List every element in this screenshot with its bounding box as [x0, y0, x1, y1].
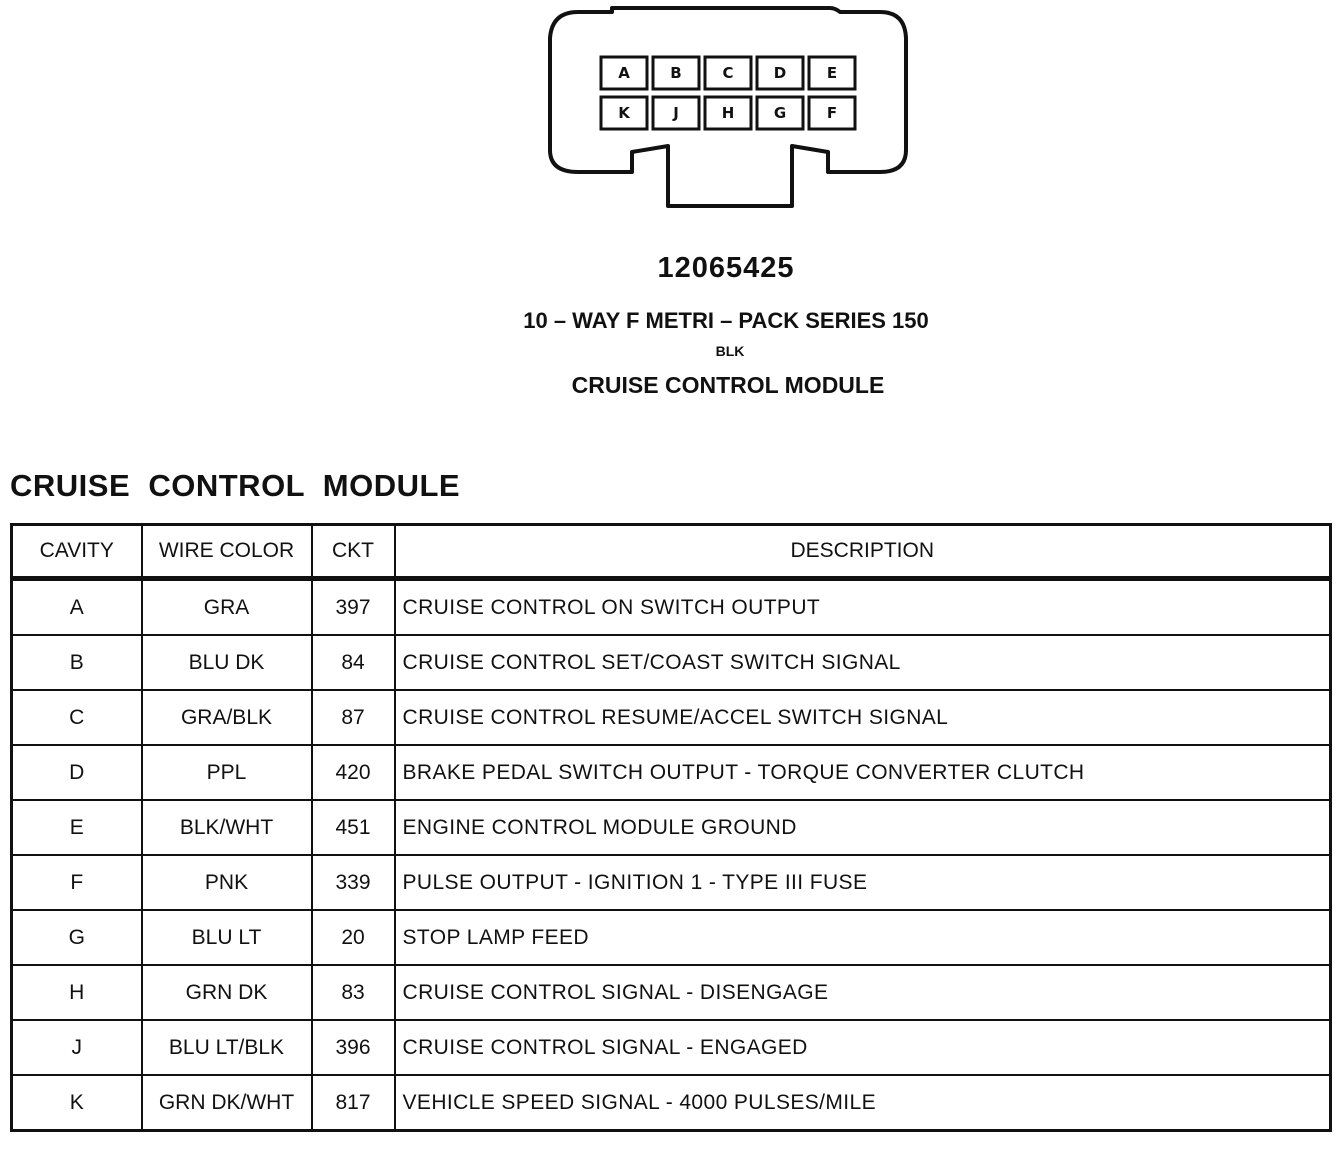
cell-description: BRAKE PEDAL SWITCH OUTPUT - TORQUE CONVERTER CLUTCH — [395, 745, 1331, 800]
cell-description: PULSE OUTPUT - IGNITION 1 - TYPE III FUSE — [395, 855, 1331, 910]
table-row — [12, 965, 1331, 1020]
table-row — [12, 1075, 1331, 1131]
connector-color: BLK — [715, 343, 745, 359]
pin-label: B — [670, 64, 682, 82]
cell-cavity: H — [12, 965, 142, 1020]
cell-cavity: J — [12, 1020, 142, 1075]
cell-wire-color: BLU LT/BLK — [142, 1020, 312, 1075]
cell-ckt: 87 — [312, 690, 395, 745]
pin-label: D — [773, 64, 787, 82]
cell-ckt: 817 — [312, 1075, 395, 1131]
pin-label: K — [618, 104, 630, 122]
pinout-table-body — [12, 579, 1331, 1131]
table-row — [12, 690, 1331, 745]
cell-cavity: B — [12, 635, 142, 690]
cell-wire-color: BLU DK — [142, 635, 312, 690]
cell-ckt: 451 — [312, 800, 395, 855]
table-row — [12, 855, 1331, 910]
pin-label: F — [826, 104, 838, 122]
cell-description: CRUISE CONTROL RESUME/ACCEL SWITCH SIGNAL — [395, 690, 1331, 745]
table-header-row — [12, 525, 1331, 579]
cell-ckt: 20 — [312, 910, 395, 965]
cell-wire-color: BLK/WHT — [142, 800, 312, 855]
cell-ckt: 84 — [312, 635, 395, 690]
cell-cavity: C — [12, 690, 142, 745]
cell-description: STOP LAMP FEED — [395, 910, 1331, 965]
cell-ckt: 339 — [312, 855, 395, 910]
cell-wire-color: BLU LT — [142, 910, 312, 965]
header-description: DESCRIPTION — [395, 525, 1331, 579]
cell-wire-color: GRA — [142, 579, 312, 636]
connector-face-diagram — [540, 0, 920, 220]
connector-module-name: CRUISE CONTROL MODULE — [571, 372, 885, 398]
cell-ckt: 396 — [312, 1020, 395, 1075]
cell-cavity: A — [12, 579, 142, 636]
pin-label: C — [722, 64, 734, 82]
cell-cavity: F — [12, 855, 142, 910]
pin-label: A — [618, 64, 630, 82]
header-wire-color: WIRE COLOR — [142, 525, 312, 579]
cell-cavity: E — [12, 800, 142, 855]
cell-cavity: K — [12, 1075, 142, 1131]
cell-ckt: 83 — [312, 965, 395, 1020]
pin-label: E — [826, 64, 838, 82]
cell-description: CRUISE CONTROL ON SWITCH OUTPUT — [395, 579, 1331, 636]
cell-cavity: D — [12, 745, 142, 800]
header-ckt: CKT — [312, 525, 395, 579]
pin-grid — [601, 57, 855, 129]
cell-description: CRUISE CONTROL SIGNAL - DISENGAGE — [395, 965, 1331, 1020]
table-row — [12, 1020, 1331, 1075]
pinout-table — [10, 523, 1332, 1132]
cell-wire-color: PNK — [142, 855, 312, 910]
cell-cavity: G — [12, 910, 142, 965]
cell-description: CRUISE CONTROL SET/COAST SWITCH SIGNAL — [395, 635, 1331, 690]
pin-label: H — [721, 104, 735, 122]
cell-wire-color: GRA/BLK — [142, 690, 312, 745]
table-row — [12, 800, 1331, 855]
table-row — [12, 579, 1331, 636]
table-row — [12, 635, 1331, 690]
cell-wire-color: GRN DK — [142, 965, 312, 1020]
section-title: CRUISE CONTROL MODULE — [10, 468, 461, 503]
pin-label: G — [773, 104, 787, 122]
cell-ckt: 420 — [312, 745, 395, 800]
part-number: 12065425 — [657, 252, 795, 284]
cell-description: CRUISE CONTROL SIGNAL - ENGAGED — [395, 1020, 1331, 1075]
pin-label: J — [673, 104, 679, 122]
table-row — [12, 910, 1331, 965]
header-cavity: CAVITY — [12, 525, 142, 579]
connector-description: 10 – WAY F METRI – PACK SERIES 150 — [523, 308, 929, 333]
cell-description: VEHICLE SPEED SIGNAL - 4000 PULSES/MILE — [395, 1075, 1331, 1131]
table-row — [12, 745, 1331, 800]
cell-description: ENGINE CONTROL MODULE GROUND — [395, 800, 1331, 855]
cell-ckt: 397 — [312, 579, 395, 636]
cell-wire-color: GRN DK/WHT — [142, 1075, 312, 1131]
cell-wire-color: PPL — [142, 745, 312, 800]
